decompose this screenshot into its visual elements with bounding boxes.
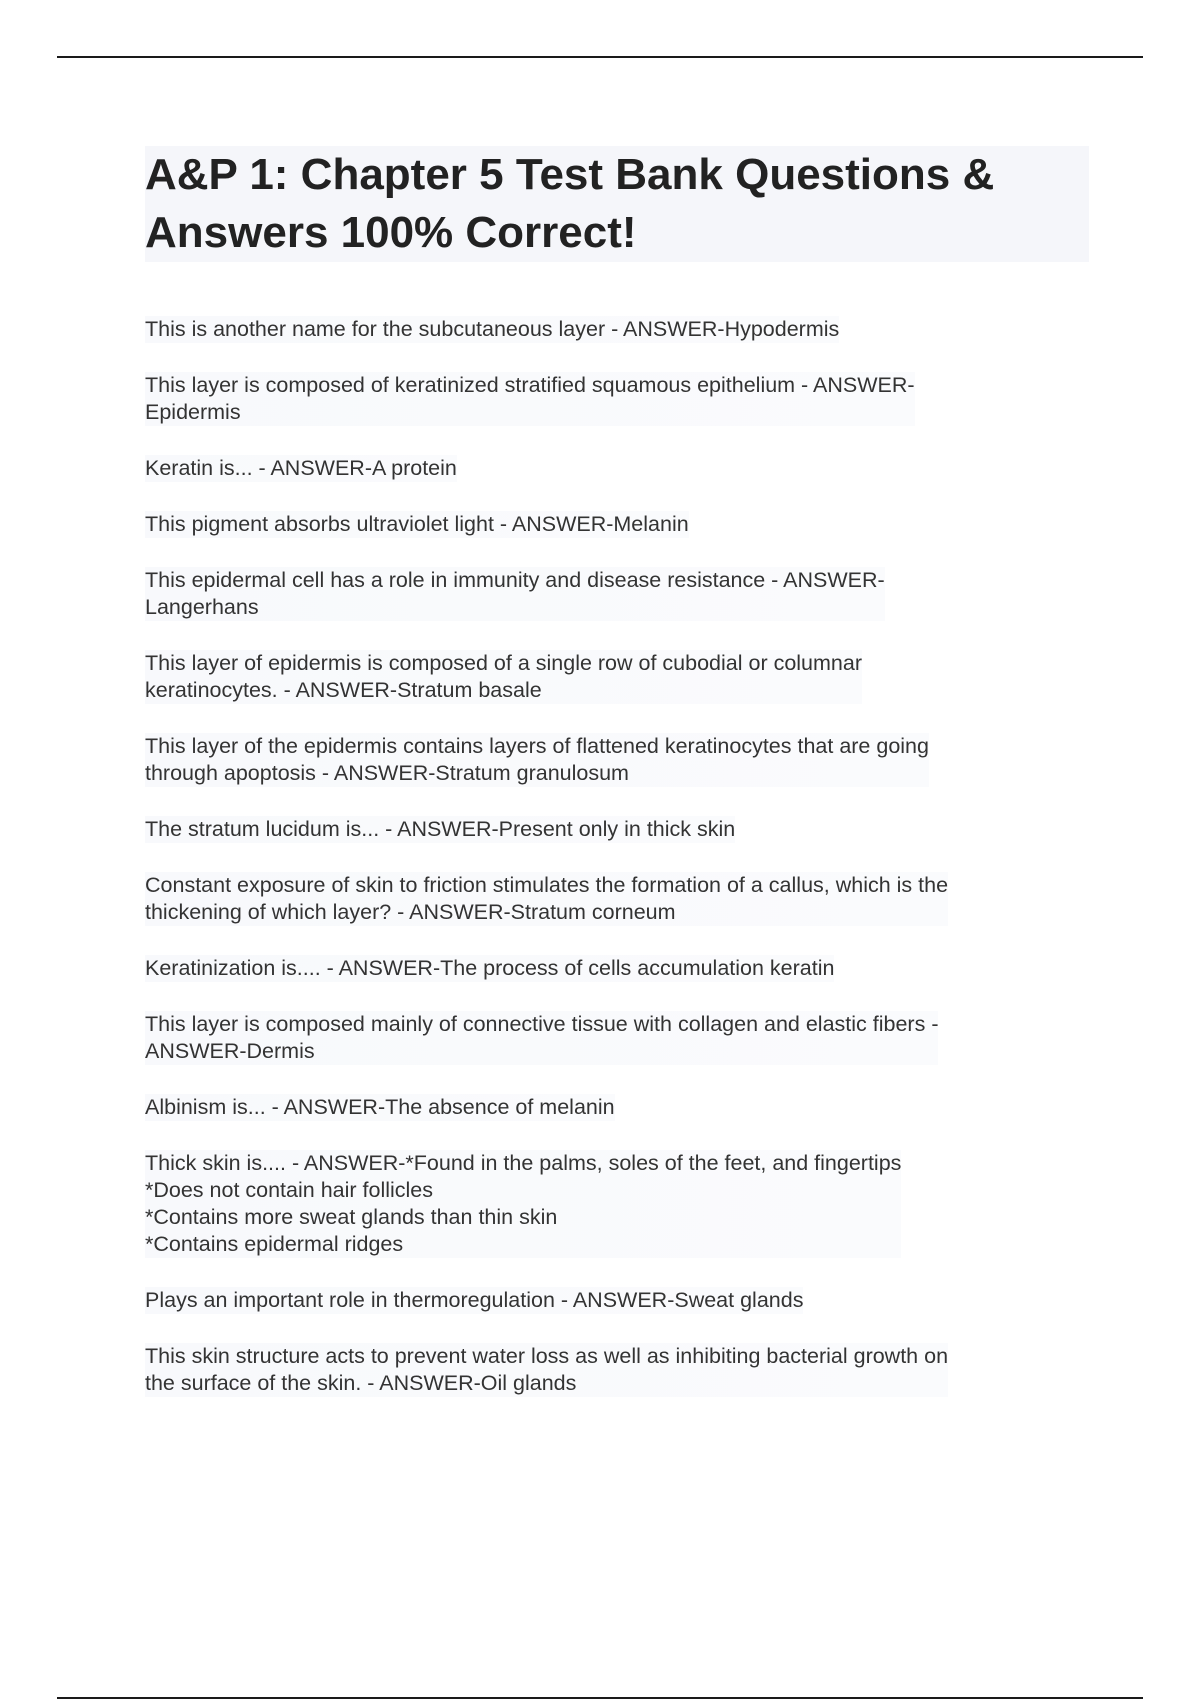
qa-item: This layer of the epidermis contains layers of flattened keratinocytes that are going through apoptosis - ANSWER-Stratum granulosum (145, 734, 929, 785)
qa-item: This pigment absorbs ultraviolet light - ANSWER-Melanin (145, 512, 689, 536)
qa-item: Albinism is... - ANSWER-The absence of melanin (145, 1095, 615, 1119)
qa-list (145, 316, 1089, 1426)
qa-item: The stratum lucidum is... - ANSWER-Present only in thick skin (145, 817, 736, 841)
bottom-rule (57, 1697, 1143, 1699)
qa-item: This is another name for the subcutaneous layer - ANSWER-Hypodermis (145, 317, 840, 341)
qa-item: Plays an important role in thermoregulation - ANSWER-Sweat glands (145, 1288, 804, 1312)
qa-item: This skin structure acts to prevent water loss as well as inhibiting bacterial growth on the surface of the skin. - ANSWER-Oil glands (145, 1344, 949, 1395)
top-rule (57, 56, 1143, 58)
document-body (145, 146, 1089, 1426)
qa-item: Thick skin is.... - ANSWER-*Found in the palms, soles of the feet, and fingertips *Does not contain hair follicles *Contains more sweat glands than thin skin *Contains epidermal ridges (145, 1151, 902, 1256)
qa-item: This layer is composed of keratinized stratified squamous epithelium - ANSWER- Epidermis (145, 373, 915, 424)
document-title: A&P 1: Chapter 5 Test Bank Questions & Answers 100% Correct! (145, 146, 1089, 262)
qa-item: Keratin is... - ANSWER-A protein (145, 456, 457, 480)
qa-item: Constant exposure of skin to friction stimulates the formation of a callus, which is the thickening of which layer? - ANSWER-Stratum corneum (145, 873, 949, 924)
qa-item: This layer of epidermis is composed of a single row of cubodial or columnar keratinocytes. - ANSWER-Stratum basale (145, 651, 862, 702)
qa-item: Keratinization is.... - ANSWER-The process of cells accumulation keratin (145, 956, 835, 980)
qa-item: This epidermal cell has a role in immunity and disease resistance - ANSWER- Langerhans (145, 568, 885, 619)
qa-item: This layer is composed mainly of connective tissue with collagen and elastic fibers - ANSWER-Dermis (145, 1012, 939, 1063)
